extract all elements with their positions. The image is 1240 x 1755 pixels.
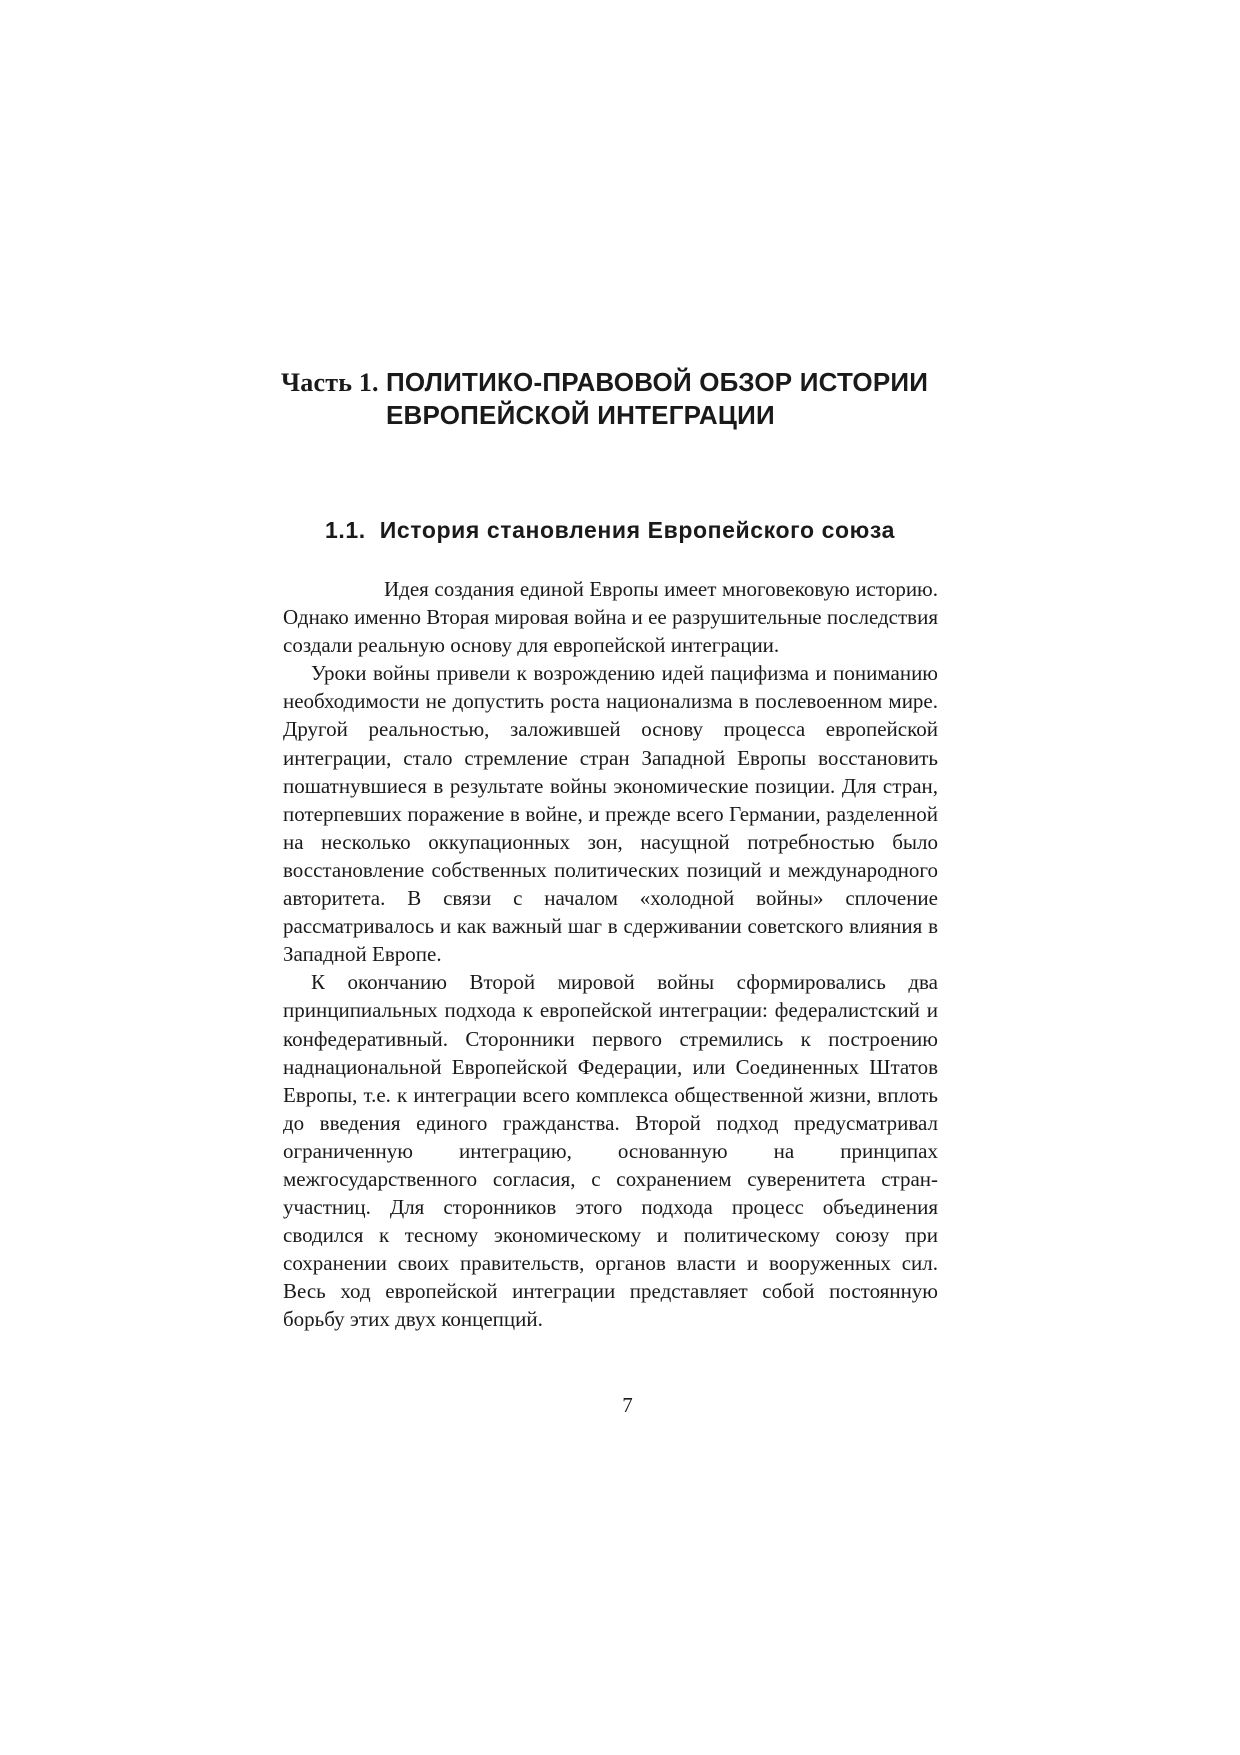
part-title-line-1: ПОЛИТИКО-ПРАВОВОЙ ОБЗОР ИСТОРИИ bbox=[386, 367, 929, 397]
paragraph-3: К окончанию Второй мировой войны сформировались два принципиальных подхода к европейской интеграции: федералистский и конфедеративный. Сторонники первого стремились к построению наднациональной Европейской Федерации, или Соединенных Штатов Европы, т.е. к интеграции всего комплекса общественной жизни, вплоть до введения единого гражданства. Второй подход предусматривал ограниченную интеграцию, основанную на принципах межгосударственного согласия, с сохранением суверенитета стран-участниц. Для сторонников этого подхода процесс объединения сводился к тесному экономическому и политическому союзу при сохранении своих правительств, органов власти и вооруженных сил. Весь ход европейской интеграции представляет собой постоянную борьбу этих двух концепций. bbox=[283, 970, 938, 1332]
section-heading bbox=[325, 515, 945, 545]
page-number: 7 bbox=[622, 1393, 633, 1417]
part-title-line-2: ЕВРОПЕЙСКОЙ ИНТЕГРАЦИИ bbox=[386, 400, 775, 430]
section-number: 1.1. bbox=[325, 517, 366, 543]
part-label: Часть 1. bbox=[281, 368, 379, 397]
section-title: История становления Европейского союза bbox=[379, 517, 896, 543]
body-text bbox=[283, 575, 938, 1334]
paragraph-2: Уроки войны привели к возрождению идей пацифизма и пониманию необходимости не допустить роста национализма в послевоенном мире. Другой реальностью, заложившей основу процесса европейской интеграции, стало стремление стран Западной Европы восстановить пошатнувшиеся в результате войны экономические позиции. Для стран, потерпевших поражение в войне, и прежде всего Германии, разделенной на несколько оккупационных зон, насущной потребностью было восстановление собственных политических позиций и международного авторитета. В связи с началом «холодной войны» сплочение рассматривалось и как важный шаг в сдерживании советского влияния в Западной Европе. bbox=[283, 661, 938, 967]
part-title bbox=[386, 366, 946, 432]
paragraph-1: Идея создания единой Европы имеет многовековую историю. Однако именно Вторая мировая война и ее разрушительные последствия создали реальную основу для европейской интеграции. bbox=[283, 577, 938, 658]
